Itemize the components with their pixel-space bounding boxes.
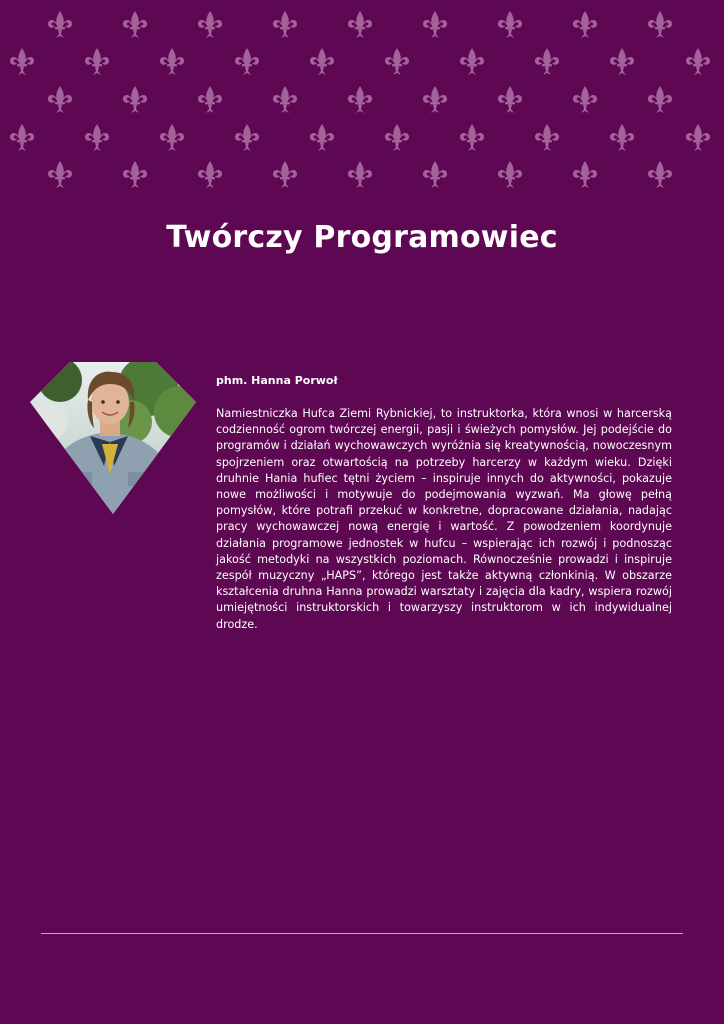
footer-divider bbox=[41, 933, 683, 934]
fleur-de-lis-icon bbox=[48, 11, 72, 38]
fleur-de-lis-icon bbox=[273, 11, 297, 38]
fleur-de-lis-icon bbox=[85, 124, 109, 151]
fleur-de-lis-icon bbox=[385, 124, 409, 151]
fleur-de-lis-icon bbox=[423, 161, 447, 188]
fleur-de-lis-icon bbox=[535, 48, 559, 75]
fleur-de-lis-icon bbox=[123, 161, 147, 188]
fleur-de-lis-icon bbox=[85, 48, 109, 75]
fleur-de-lis-icon bbox=[160, 48, 184, 75]
fleur-de-lis-icon bbox=[48, 86, 72, 113]
fleur-de-lis-icon bbox=[423, 86, 447, 113]
fleur-de-lis-icon bbox=[610, 48, 634, 75]
fleur-de-lis-icon bbox=[423, 11, 447, 38]
fleur-de-lis-icon bbox=[498, 86, 522, 113]
fleur-de-lis-icon bbox=[573, 11, 597, 38]
fleur-de-lis-icon bbox=[610, 124, 634, 151]
portrait-photo bbox=[30, 362, 196, 514]
fleur-de-lis-icon bbox=[123, 11, 147, 38]
fleur-de-lis-icon bbox=[385, 48, 409, 75]
fleur-de-lis-icon bbox=[10, 124, 34, 151]
fleur-de-lis-icon bbox=[198, 161, 222, 188]
fleur-de-lis-icon bbox=[686, 124, 710, 151]
fleur-de-lis-icon bbox=[348, 11, 372, 38]
fleur-de-lis-icon bbox=[10, 48, 34, 75]
person-name: phm. Hanna Porwoł bbox=[216, 374, 338, 387]
fleur-de-lis-pattern bbox=[0, 0, 724, 200]
fleur-de-lis-icon bbox=[648, 86, 672, 113]
person-bio: Namiestniczka Hufca Ziemi Rybnickiej, to instruktorka, która wnosi w harcerską codzienność ogrom twórczej energii, pasji i świeżych pomysłów. Jej podejście do programów i działań wychowawczych wyróżnia się kreatywnością, nowoczesnym spojrzeniem oraz otwartością na potrzeby harcerzy w każdym wieku. Dzięki druhnie Hania hufiec tętni życiem – inspiruje innych do aktywności, pokazuje nowe możliwości i motywuje do podejmowania wyzwań. Ma głowę pełną pomysłów, które potrafi przekuć w konkretne, dopracowane działania, nadając pracy wychowawczej nową energię i wartość. Z powodzeniem koordynuje działania programowe jednostek w hufcu – wspierając ich rozwój i podnosząc jakość metodyki na wszystkich poziomach. Równocześnie prowadzi i inspiruje zespół muzyczny „HAPS”, którego jest także aktywną członkinią. W obszarze kształcenia druhna Hanna prowadzi warsztaty i zajęcia dla kadry, wspiera rozwój umiejętności instruktorskich i towarzyszy instruktorom w ich indywidualnej drodze. bbox=[216, 407, 672, 631]
fleur-de-lis-icon bbox=[573, 161, 597, 188]
fleur-de-lis-icon bbox=[648, 11, 672, 38]
fleur-de-lis-icon bbox=[235, 124, 259, 151]
fleur-de-lis-icon bbox=[460, 124, 484, 151]
fleur-de-lis-icon bbox=[160, 124, 184, 151]
fleur-de-lis-icon bbox=[310, 48, 334, 75]
fleur-de-lis-icon bbox=[273, 161, 297, 188]
fleur-de-lis-icon bbox=[535, 124, 559, 151]
fleur-de-lis-icon bbox=[198, 86, 222, 113]
fleur-de-lis-icon bbox=[460, 48, 484, 75]
fleur-de-lis-icon bbox=[123, 86, 147, 113]
fleur-de-lis-icon bbox=[686, 48, 710, 75]
fleur-de-lis-icon bbox=[273, 86, 297, 113]
fleur-de-lis-icon bbox=[498, 161, 522, 188]
fleur-de-lis-icon bbox=[648, 161, 672, 188]
profile-section bbox=[216, 374, 672, 633]
fleur-de-lis-icon bbox=[348, 86, 372, 113]
fleur-de-lis-icon bbox=[198, 11, 222, 38]
fleur-de-lis-icon bbox=[573, 86, 597, 113]
fleur-de-lis-icon bbox=[348, 161, 372, 188]
fleur-de-lis-icon bbox=[310, 124, 334, 151]
fleur-de-lis-icon bbox=[235, 48, 259, 75]
fleur-de-lis-icon bbox=[498, 11, 522, 38]
page-title: Twórczy Programowiec bbox=[166, 220, 558, 255]
fleur-de-lis-icon bbox=[48, 161, 72, 188]
